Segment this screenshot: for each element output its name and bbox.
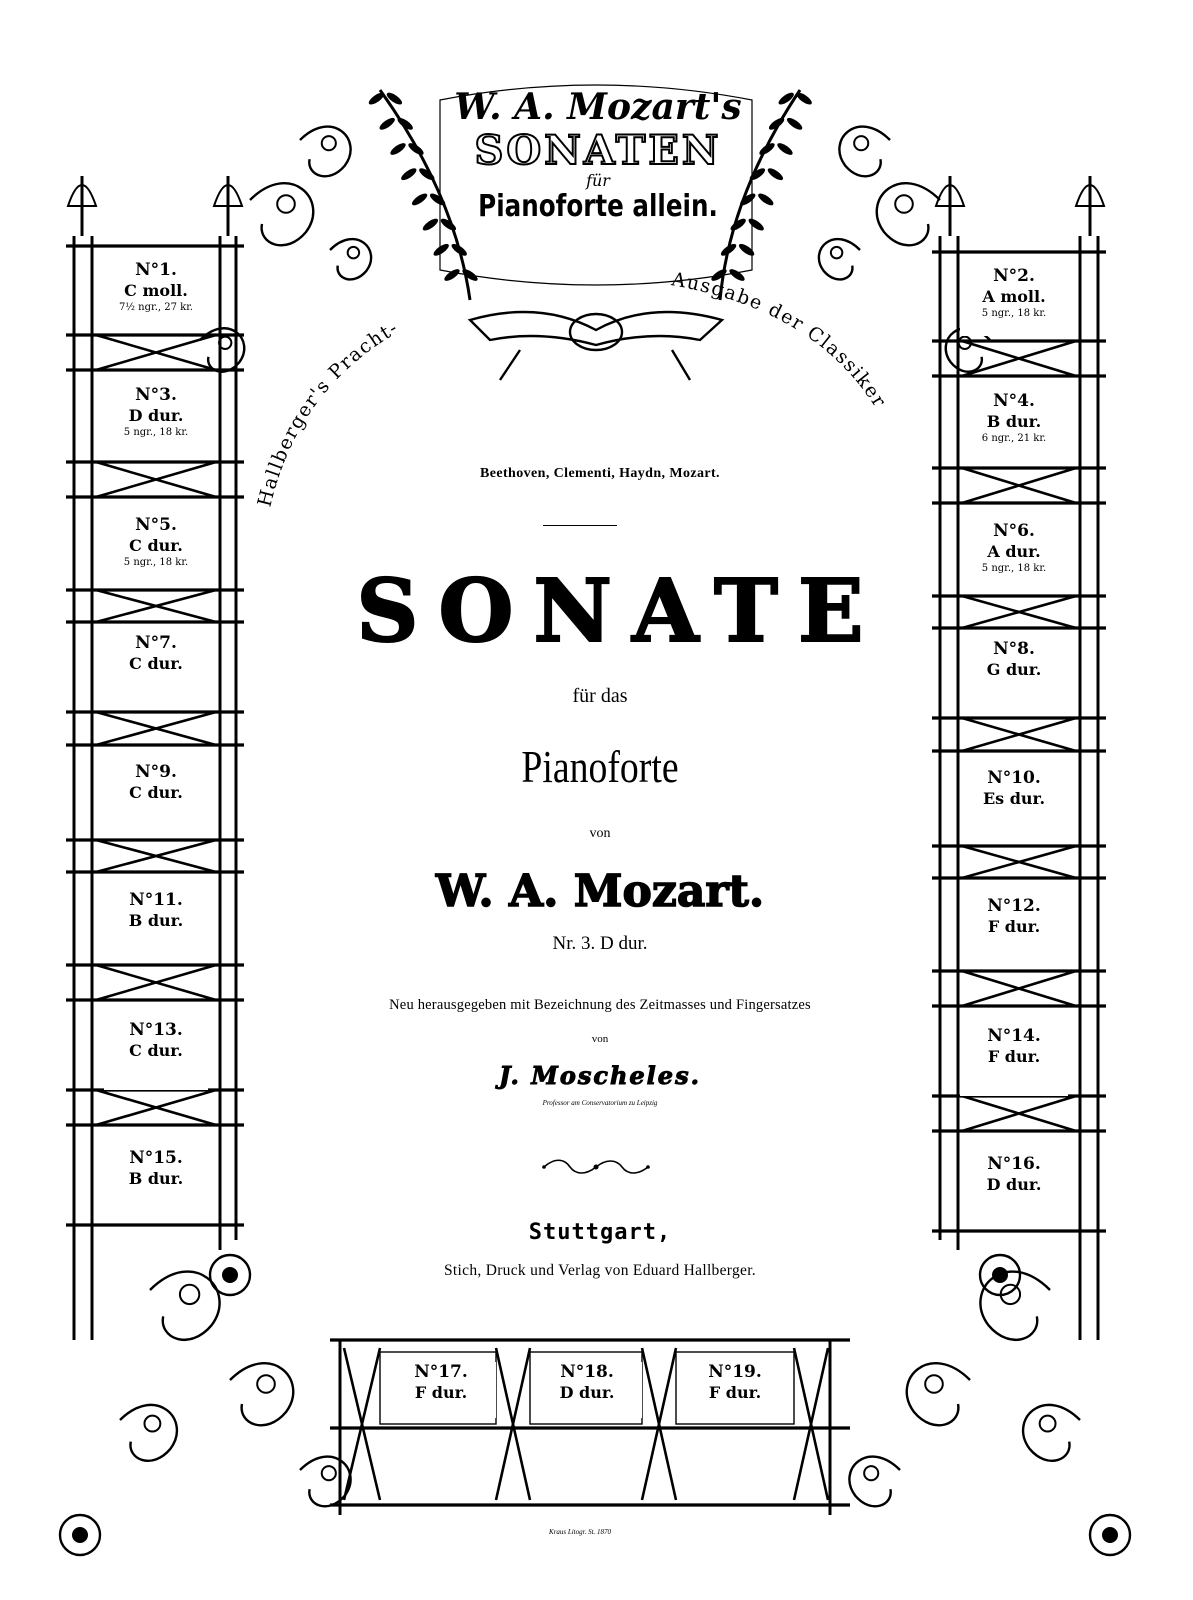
cartouche-fuer: für (586, 171, 610, 190)
left_column-key: C dur. (129, 536, 183, 555)
acanthus-scroll-curl (831, 247, 842, 258)
left_column-box (104, 515, 208, 585)
acanthus-scroll (300, 1457, 351, 1507)
laurel-branch-right-leaf (747, 217, 766, 233)
trellis-cross (962, 718, 1076, 751)
laurel-branch-right-leaf (795, 91, 814, 107)
laurel-branch-left-leaf (421, 217, 440, 233)
laurel-branch-left-leaf (367, 91, 386, 107)
bottom_row-key: F dur. (708, 1383, 762, 1402)
acanthus-scroll-curl (854, 136, 868, 150)
left_column-no: N°13. (129, 1020, 183, 1040)
left_column-box (104, 762, 208, 832)
title-cartouche (448, 85, 748, 225)
ribbon-tails (500, 350, 690, 380)
svg-text:Ausgabe der Classiker (669, 268, 891, 412)
right_column-no: N°2. (993, 266, 1035, 286)
acanthus-scroll-curl (180, 1285, 199, 1304)
acanthus-scroll (120, 1405, 177, 1461)
right_column-no: N°4. (993, 391, 1035, 411)
bottom_row-no: N°18. (560, 1362, 614, 1382)
fruit-center (992, 1267, 1008, 1283)
series-left: Hallberger's Pracht- (253, 316, 403, 509)
series-right: Ausgabe der Classiker (669, 268, 891, 413)
right_column-key: B dur. (986, 412, 1042, 431)
bottom-cross (794, 1348, 828, 1500)
printer-imprint: Kraus Litogr. St. 1870 (548, 1528, 612, 1536)
left_column-no: N°7. (135, 633, 177, 653)
right_column-key: F dur. (987, 1047, 1041, 1066)
trellis-cross (96, 840, 216, 872)
right_column-box (960, 768, 1068, 838)
bottom_row-no: N°19. (708, 1362, 762, 1382)
laurel-branch-left-leaf (389, 141, 408, 157)
right_column-no: N°6. (993, 521, 1035, 541)
left_column-key: C dur. (129, 783, 183, 802)
trellis-cross (96, 712, 216, 745)
right_column-box (960, 639, 1068, 709)
right_column-price: 5 ngr., 18 kr. (981, 563, 1047, 574)
page-title: SONATE (356, 561, 884, 662)
cartouche-sonaten: SONATEN (474, 127, 722, 174)
right_column-key: D dur. (986, 1175, 1042, 1194)
trellis-cross (962, 596, 1076, 628)
bottom_row-key: F dur. (414, 1383, 468, 1402)
laurel-branch-left-leaf (410, 191, 429, 207)
right_column-no: N°10. (987, 768, 1041, 788)
right_column-price: 5 ngr., 18 kr. (981, 308, 1047, 319)
cartouche-composer: W. A. Mozart's (454, 86, 742, 128)
acanthus-scroll (150, 1272, 220, 1340)
bottom_row-box (680, 1362, 790, 1418)
acanthus-scroll (250, 183, 313, 245)
editor-name: J. Moscheles. (499, 1061, 701, 1090)
acanthus-scroll (980, 1272, 1050, 1340)
trellis-cross (96, 1090, 216, 1125)
laurel-branch-right-leaf (785, 116, 804, 132)
editor-title: Professor am Conservatorium zu Leipzig (542, 1099, 658, 1107)
right_column-key: F dur. (987, 917, 1041, 936)
trellis-cross (962, 971, 1076, 1006)
bottom_row-box (386, 1362, 496, 1418)
bottom_row-key: D dur. (559, 1383, 615, 1402)
right_column-box (960, 391, 1068, 461)
laurel-branch-right-leaf (737, 242, 756, 258)
laurel-branch-left-leaf (378, 116, 397, 132)
laurel-branch-right-leaf (776, 141, 795, 157)
instrument: Pianoforte (521, 741, 679, 792)
right_column-no: N°8. (993, 639, 1035, 659)
acanthus-scroll-curl (257, 1375, 275, 1393)
right_column-box (960, 1154, 1068, 1224)
laurel-branch-left-leaf (432, 242, 451, 258)
acanthus-scroll (849, 1457, 900, 1507)
laurel-branch-right-leaf (766, 166, 785, 182)
composers-line: Beethoven, Clementi, Haydn, Mozart. (480, 466, 720, 481)
acanthus-scroll (1023, 1405, 1080, 1461)
acanthus-scroll-curl (925, 1375, 943, 1393)
left_column-key: D dur. (128, 406, 184, 425)
acanthus-scroll-curl (864, 1466, 878, 1480)
sonata-number: Nr. 3. D dur. (552, 933, 648, 954)
left_column-key: B dur. (128, 1169, 184, 1188)
trellis-cross (96, 462, 216, 497)
acanthus-scroll (230, 1363, 293, 1425)
fruit-center (72, 1527, 88, 1543)
left_column-box (104, 260, 208, 330)
right_column-key: Es dur. (982, 789, 1046, 808)
flourish-ornament (540, 1156, 652, 1178)
bottom-cross (642, 1348, 676, 1500)
left_column-key: C dur. (129, 654, 183, 673)
left_column-price: 7½ ngr., 27 kr. (118, 302, 194, 313)
trellis-cross (96, 590, 216, 622)
bottom_row-no: N°17. (414, 1362, 468, 1382)
trellis-cross (962, 1096, 1076, 1131)
right_column-box (960, 1026, 1068, 1096)
right_column-key: A dur. (987, 542, 1041, 561)
bottom-cross (496, 1348, 530, 1500)
laurel-branch-right-leaf (728, 267, 747, 283)
right_column-key: G dur. (986, 660, 1042, 679)
fuer-das: für das (572, 685, 628, 707)
trellis-cross (962, 468, 1076, 503)
right_column-no: N°14. (987, 1026, 1041, 1046)
right_column-box (960, 896, 1068, 966)
fruit-center (1102, 1527, 1118, 1543)
city: Stuttgart, (528, 1220, 672, 1245)
left_column-key: B dur. (128, 911, 184, 930)
left_column-price: 5 ngr., 18 kr. (123, 557, 189, 568)
von-label: von (589, 826, 611, 841)
left_column-box (104, 1148, 208, 1218)
bottom_row-box (532, 1362, 642, 1418)
right_column-no: N°12. (987, 896, 1041, 916)
acanthus-scroll (839, 127, 890, 177)
short-rule (543, 525, 617, 526)
acanthus-scroll-curl (322, 1466, 336, 1480)
acanthus-scroll-curl (348, 247, 359, 258)
right_column-price: 6 ngr., 21 kr. (981, 433, 1047, 444)
acanthus-scroll-curl (277, 195, 295, 213)
trellis-cross (96, 335, 216, 370)
trellis-cross (96, 965, 216, 1000)
right_column-key: A moll. (982, 287, 1046, 306)
acanthus-scroll-curl (144, 1416, 160, 1432)
trellis-cross (962, 846, 1076, 878)
cartouche-instrument: Pianoforte allein. (478, 189, 718, 224)
composer-name: W. A. Mozart. (435, 866, 765, 917)
right_column-no: N°16. (987, 1154, 1041, 1174)
laurel-branch-left-leaf (407, 141, 426, 157)
ribbon-bow (470, 312, 722, 345)
acanthus-scroll (330, 239, 371, 279)
left_column-box (104, 385, 208, 455)
laurel-branch-right-leaf (756, 191, 775, 207)
acanthus-scroll (300, 127, 351, 177)
right_column-box (960, 266, 1068, 336)
acanthus-scroll-curl (895, 195, 913, 213)
right_column-box (960, 521, 1068, 591)
left_column-key: C moll. (124, 281, 188, 300)
left_column-box (104, 1020, 208, 1090)
fruit-center (222, 1267, 238, 1283)
left_column-no: N°11. (129, 890, 183, 910)
left_column-no: N°15. (129, 1148, 183, 1168)
publisher: Stich, Druck und Verlag von Eduard Hallberger. (444, 1262, 756, 1279)
left_column-no: N°5. (135, 515, 177, 535)
acanthus-scroll-curl (1040, 1416, 1056, 1432)
acanthus-scroll (907, 1363, 970, 1425)
acanthus-scroll (819, 239, 860, 279)
laurel-branch-left-leaf (428, 191, 447, 207)
left_column-box (104, 890, 208, 960)
left_column-no: N°1. (135, 260, 177, 280)
acanthus-scroll (877, 183, 940, 245)
left_column-box (104, 633, 208, 703)
edition-note: Neu herausgegeben mit Bezeichnung des Zeitmasses und Fingersatzes (389, 997, 811, 1013)
laurel-branch-left-leaf (399, 166, 418, 182)
left_column-key: C dur. (129, 1041, 183, 1060)
trellis-cross (962, 341, 1076, 376)
left_column-price: 5 ngr., 18 kr. (123, 427, 189, 438)
von-label-2: von (591, 1033, 609, 1045)
left_column-no: N°3. (135, 385, 177, 405)
acanthus-scroll-curl (322, 136, 336, 150)
laurel-branch-left-leaf (443, 267, 462, 283)
left_column-no: N°9. (135, 762, 177, 782)
